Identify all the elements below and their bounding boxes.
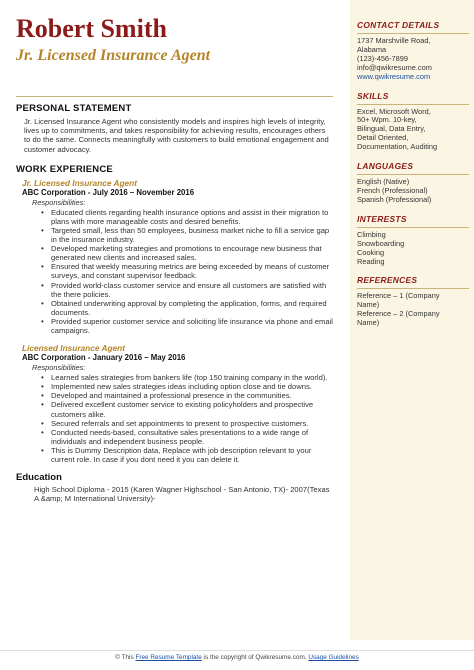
contact-section [357,20,470,82]
language-line: French (Professional) [357,185,428,195]
list-item: • Developed marketing strategies and promotions to encourage new business that generated new clients and increased sales. [44,244,333,262]
interest-line: Reading [357,256,385,266]
list-item: • Secured referrals and set appointments to present to prospective customers. [44,419,333,428]
job-title: Jr. Licensed Insurance Agent [22,177,137,188]
responsibilities-list [44,208,333,335]
job-company: ABC Corporation - [22,187,91,197]
list-item: • Delivered excellent customer service to existing policyholders and prospective customers alike. [44,400,333,418]
footer [0,654,474,661]
job-entry-1 [16,178,333,335]
resume-sidebar [350,0,474,640]
list-item: • Implemented new sales strategies ideas including option close and tie downs. [44,382,333,391]
interest-line: Cooking [357,247,385,257]
list-item: • Targeted small, less than 50 employees, business market niche to fill a service gap in the insurance industry. [44,226,333,244]
skill-line: Bilingual, Data Entry, [357,124,426,134]
list-item: • This is Dummy Description data, Replace with job description relevant to your current role. In case if you dont need it you can delete it. [44,446,333,464]
skill-line: Detail Oriented, [357,133,409,143]
skills-heading: SKILLS [357,90,389,101]
phone-number: (123)-456-7899 [357,53,408,63]
section-divider [357,288,469,289]
section-divider [357,174,469,175]
interest-line: Climbing [357,229,386,239]
list-item: • Obtained underwriting approval by completing the application, forms, and required documents. [44,299,333,317]
personal-statement-text: Jr. Licensed Insurance Agent who consistently models and inspires high levels of integrity, lives up to commitments, and takes responsibility for achieving results, encourages others to do the same. Connects meaningfully with customers to build emotional engagement and customer advocacy. [24,117,329,154]
candidate-title: Jr. Licensed Insurance Agent [16,47,211,64]
responsibilities-list [44,373,333,464]
interest-line: Snowboarding [357,238,405,248]
skill-line: Excel, Microsoft Word, [357,106,431,116]
section-divider [357,227,469,228]
skills-section [357,91,470,153]
list-item: • Provided world-class customer service and ensure all customers are satisfied with the there policies. [44,281,333,299]
job-dates: July 2016 – November 2016 [92,187,195,197]
header-divider [16,96,333,97]
free-resume-template-link[interactable]: Free Resume Template [135,654,202,661]
reference-line: Reference – 2 (Company [357,309,440,319]
list-item: • Learned sales strategies from bankers life (top 150 training company in the world). [44,373,333,382]
address-line: 1737 Marshville Road, [357,36,431,45]
section-divider [357,33,469,34]
skill-line: 50+ Wpm. 10-key, [357,115,417,125]
languages-section [357,161,470,205]
list-item: • Ensured that weekly measuring metrics are being exceeded by means of customer surveys, and constant supervisor feedback. [44,262,333,280]
footer-text: is the copyright of Qwikresume.com. [203,654,307,661]
education-text: High School Diploma - 2015 (Karen Wagner Highschool - San Antonio, TX)- 2007(Texas A &amp; M International University)- [34,485,330,504]
list-item: • Educated clients regarding health insurance options and assist in their migration to plans with more manageable costs and desired benefits. [44,208,333,226]
references-heading: REFERENCES [357,275,418,286]
usage-guidelines-link[interactable]: Usage Guidelines [308,654,359,661]
personal-statement-heading: PERSONAL STATEMENT [16,103,132,114]
section-divider [357,104,469,105]
email-address[interactable]: info@qwikresume.com [357,62,432,72]
candidate-name: Robert Smith [16,14,167,43]
skill-line: Documentation, Auditing [357,142,438,152]
responsibilities-label: Responsibilities: [32,197,86,207]
list-item: • Developed and maintained a professional presence in the communities. [44,391,333,400]
job-entry-2 [16,343,333,464]
reference-line: Name) [357,318,380,328]
reference-line: Reference – 1 (Company [357,291,440,301]
website-link[interactable]: www.qwikresume.com [357,71,431,81]
job-meta [22,188,333,197]
language-line: Spanish (Professional) [357,194,432,204]
footer-copyright: © This [115,654,134,661]
job-title: Licensed Insurance Agent [22,343,125,354]
work-experience-heading: WORK EXPERIENCE [16,163,113,175]
language-line: English (Native) [357,177,410,187]
responsibilities-label: Responsibilities: [32,363,86,373]
references-section [357,275,470,328]
interests-section [357,214,470,267]
job-meta [22,353,333,362]
list-item: • Conducted needs-based, consultative sales presentations to a wide range of individuals and independent business people. [44,428,333,446]
languages-heading: LANGUAGES [357,161,414,172]
education-heading: Education [16,472,62,484]
reference-line: Name) [357,300,380,310]
job-dates: January 2016 – May 2016 [92,353,186,363]
address-line: Alabama [357,44,387,54]
interests-heading: INTERESTS [357,213,407,224]
footer-divider [0,650,474,651]
job-company: ABC Corporation - [22,353,91,363]
list-item: • Provided superior customer service and soliciting life insurance via phone and email campaigns. [44,317,333,335]
contact-heading: CONTACT DETAILS [357,20,440,30]
